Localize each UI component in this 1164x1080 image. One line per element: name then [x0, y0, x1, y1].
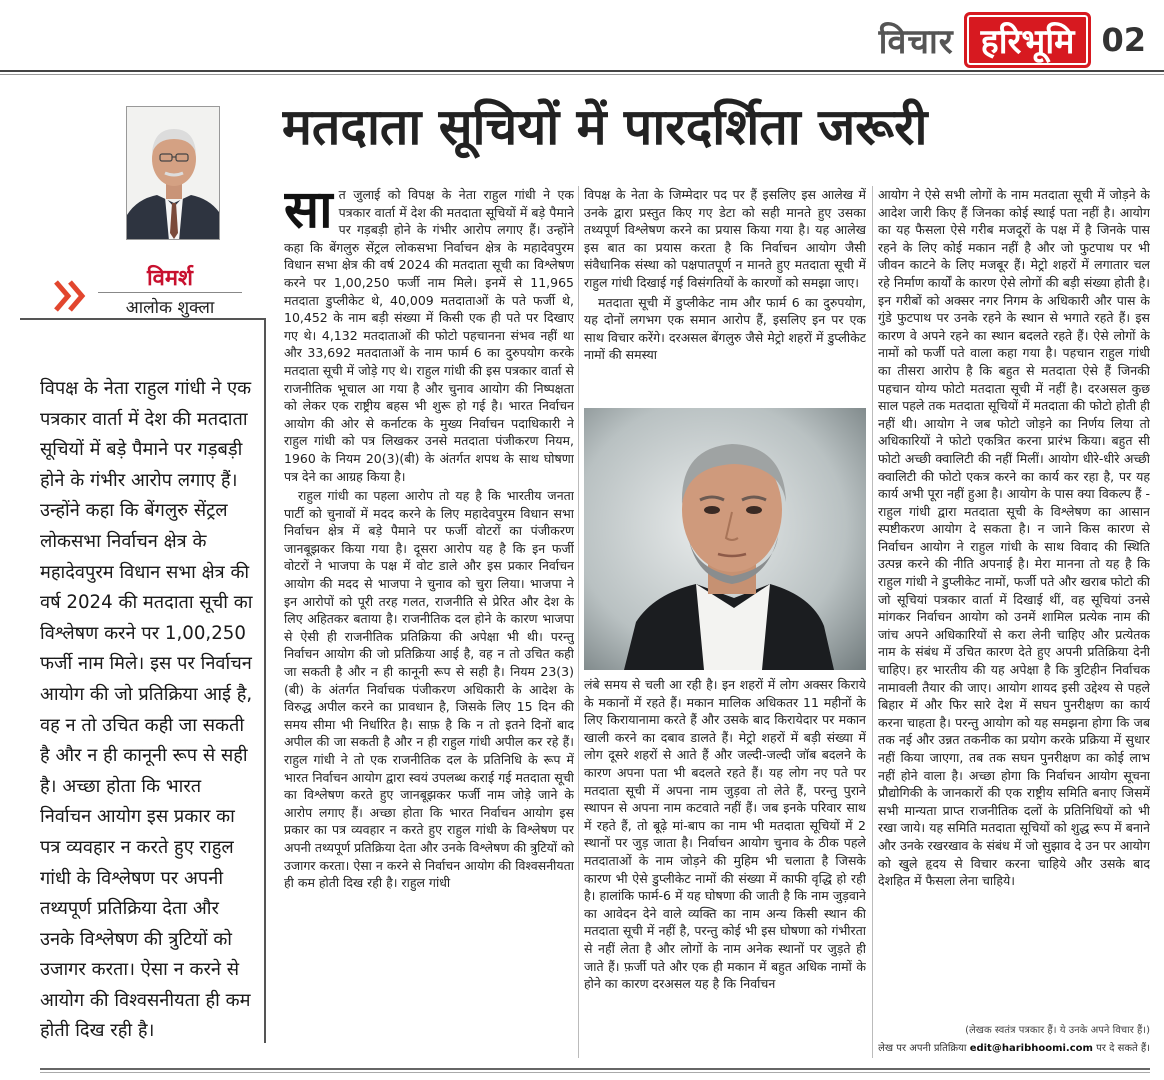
double-chevron-right-icon	[52, 278, 92, 314]
article-column-2-bottom	[584, 676, 866, 1058]
sidebar-top-rule	[20, 318, 266, 320]
column-label-rule	[98, 292, 242, 293]
dropcap: सा	[284, 186, 333, 240]
column-rule	[578, 186, 579, 1058]
author-disclaimer: (लेखक स्वतंत्र पत्रकार हैं। ये उनके अपने विचार हैं।)	[965, 1025, 1150, 1036]
top-rule-thin	[0, 74, 1164, 75]
article-paragraph: राहुल गांधी का पहला आरोप तो यह है कि भारतीय जनता पार्टी को चुनावों में मदद करने के लिए महादेवपुरम विधान सभा निर्वाचन क्षेत्र में बड़े पैमाने पर फर्जी वोटरों का पंजीकरण जानबूझकर किया गया है। दूसरा आरोप यह है कि इन फर्जी वोटरों ने भाजपा के पक्ष में वोट डाले और इस प्रकार निर्वाचन आयोग की मदद से भाजपा ने चुनाव को चुरा लिया। भाजपा ने इन आरोपों को पूरी तरह गलत, राजनीति से प्रेरित और देश के लिए अहितकर बताया है। राजनीतिक दल होने के कारण भाजपा से ऐसी ही राजनीतिक प्रतिक्रिया की अपेक्षा भी थी। परन्तु निर्वाचन आयोग की जो प्रतिक्रिया आई है, वह न तो उचित कही जा सकती है और न ही कानूनी रूप से सही है। नियम 23(3)(बी) के अंतर्गत निर्वाचक पंजीकरण अधिकारी के आदेश के विरुद्ध अपील करने का प्रावधान है, जिसके लिए 15 दिन की समय सीमा भी निर्धारित है। साफ़ है कि न तो इतने दिनों बाद अपील की जा सकती है और न ही राहुल गांधी अपील कर रहे हैं। राहुल गांधी ने तो एक राजनीतिक दल के प्रतिनिधि के रूप में भारत निर्वाचन आयोग द्वारा स्वयं उपलब्ध कराई गई मतदाता सूची का विश्लेषण करते हुए जानबूझकर फर्जी नाम जोड़े जाने के आरोप लगाए हैं। अच्छा होता कि भारत निर्वाचन आयोग इस प्रकार का पत्र व्यवहार न करते हुए राहुल गांधी के विश्लेषण पर अपनी तथ्यपूर्ण प्रतिक्रिया देता और उनके विश्लेषण की त्रुटियों को उजागर करता। ऐसा न करने से निर्वाचन आयोग की विश्वसनीयता ही कम होती दिख रही है। राहुल गांधी	[284, 488, 574, 891]
masthead	[879, 14, 1146, 66]
article-paragraph: मतदाता सूची में डुप्लीकेट नाम और फार्म 6 का दुरुपयोग, यह दोनों लगभग एक समान आरोप हैं, इसलिए इन पर एक साथ विचार करेंगे। दरअसल बेंगलुरु जैसे मेट्रो शहरों में डुप्लीकेट नामों की समस्या	[584, 294, 866, 363]
feedback-suffix: पर दे सकते हैं।	[1096, 1043, 1150, 1054]
article-paragraph: सात जुलाई को विपक्ष के नेता राहुल गांधी ने एक पत्रकार वार्ता में देश की मतदाता सूचियों में बड़े पैमाने पर गड़बड़ी होने के गंभीर आरोप लगाए हैं। उन्होंने कहा कि बेंगलुरु सेंट्रल लोकसभा निर्वाचन क्षेत्र के महादेवपुरम विधान सभा क्षेत्र की वर्ष 2024 की मतदाता सूची का विश्लेषण करने पर 1,00,250 फर्जी नाम मिले। इनमें से 11,965 मतदाता डुप्लीकेट थे, 40,009 मतदाताओं के पते फर्जी थे, 10,452 के नाम बड़ी संख्या में किसी एक ही पते पर दिखाए गए थे। 4,132 मतदाताओं की फोटो पहचानना संभव नहीं था और 33,692 मतदाताओं के नाम फार्म 6 का दुरुपयोग करके मतदाता सूची में जोड़े गए थे। राहुल गांधी की इस पत्रकार वार्ता से राजनीतिक भूचाल आ गया है और चुनाव आयोग की निष्पक्षता को लेकर एक राष्ट्रीय बहस भी शुरू हो गई है। भारत निर्वाचन आयोग की ओर से कर्नाटक के मुख्य निर्वाचन पदाधिकारी ने राहुल गांधी को पत्र लिखकर उनसे मतदाता पंजीकरण नियम, 1960 के नियम 20(3)(बी) के अंतर्गत शपथ के साथ घोषणा पत्र देने का आग्रह किया है।	[284, 186, 574, 484]
bottom-rule-thin	[40, 1072, 1150, 1073]
bottom-rule	[40, 1068, 1150, 1070]
top-rule	[0, 70, 1164, 72]
page-number: 02	[1101, 21, 1146, 59]
feedback-prefix: लेख पर अपनी प्रतिक्रिया	[878, 1043, 967, 1054]
headline: मतदाता सूचियों में पारदर्शिता जरूरी	[282, 98, 928, 156]
article-paragraph: आयोग ने ऐसे सभी लोगों के नाम मतदाता सूची में जोड़ने के आदेश जारी किए हैं जिनका कोई स्थाई पता नहीं है। आयोग का यह फैसला ऐसे गरीब मजदूरों के पक्ष में है जिनके पास रहने के लिए कोई मकान नहीं है और जो फुटपाथ पर भी जीवन काटने के लिए मजबूर हैं। मेट्रो शहरों में लगातार चल रहे निर्माण कार्यों के कारण ऐसे लोगों की बड़ी संख्या होती है। इन गरीबों को अक्सर नगर निगम के अधिकारी और पास के गुंडे फुटपाथ पर उनके रहने के स्थान से भगाते रहते हैं। इस कारण वे अपने रहने का स्थान बदलते रहते हैं। ऐसे लोगों के नामों को फर्जी पते वाला कहा गया है। पहचान राहुल गांधी का तीसरा आरोप है कि बहुत से मतदाता ऐसे हैं जिनकी पहचान योग्य फोटो मतदाता सूची में नहीं है। दरअसल कुछ साल पहले तक मतदाता सूचियों में मतदाता की फोटो होती ही नहीं थी। आयोग ने जब फोटो जोड़ने का निर्णय लिया तो अधिकारियों ने फोटो एकत्रित करना प्रारंभ किया। बहुत सी फोटो अच्छी क्वालिटी की नहीं मिलीं। आयोग धीरे-धीरे अच्छी क्वालिटी की फोटो एकत्र करने का कार्य कर रहा है, पर यह कार्य अभी पूरा नहीं हुआ है। आयोग के पास क्या विकल्प हैं - राहुल गांधी द्वारा मतदाता सूची के विश्लेषण का आसान स्पष्टीकरण आयोग दे सकता है। न जाने किस कारण से निर्वाचन आयोग ने राहुल गांधी के साथ विवाद की स्थिति उत्पन्न करने की नीति अपनाई है। मेरा मानना तो यह है कि राहुल गांधी ने डुप्लीकेट नामों, फर्जी पते और खराब फोटो की जो सूचियां पत्रकार वार्ता में दिखाई थीं, वह सूचियां उनसे मांगकर निर्वाचन आयोग को उनमें शामिल प्रत्येक नाम की जांच अपने अधिकारियों से करा लेनी चाहिए और प्रत्येतक नाम के संबंध में उचित कारण देते हुए अपनी प्रतिक्रिया देनी चाहिए। हर भारतीय की यह अपेक्षा है कि त्रुटिहीन निर्वाचक नामावली तैयार की जाए। आयोग शायद इसी उद्देश्य से पहले बिहार में और फिर सारे देश में सघन पुनरीक्षण का कार्य करना चाहता है। परन्तु आयोग को यह समझना होगा कि जब तक नई और उन्नत तकनीक का प्रयोग करके प्रक्रिया में सुधार नहीं किया जाएगा, तब तक सघन पुनरीक्षण का कोई लाभ नहीं होने वाला है। अच्छा होगा कि निर्वाचन आयोग सूचना प्रौद्योगिकी के जानकारों की एक राष्ट्रीय समिति बनाए जिसमें सभी मान्यता प्राप्त राजनीतिक दलों के प्रतिनिधियों को भी रखा जाये। यह समिति मतदाता सूचियों को शुद्ध रूप में बनाने और उनके रखरखाव के संबंध में जो सुझाव दे उन पर आयोग को खुले हृदय से विचार करना चाहिये और उसके बाद देशहित में फैसला लेना चाहिये।	[878, 187, 1150, 889]
article-column-3	[878, 186, 1150, 1018]
feedback-email[interactable]: edit@haribhoomi.com	[969, 1043, 1093, 1054]
column-label: विमर्श	[146, 266, 194, 291]
man-portrait-icon	[126, 106, 220, 240]
author-name: आलोक शुक्ला	[125, 298, 215, 318]
feedback-line	[878, 1040, 1150, 1054]
summary-text: विपक्ष के नेता राहुल गांधी ने एक पत्रकार वार्ता में देश की मतदाता सूचियों में बड़े पैमाने पर गड़बड़ी होने के गंभीर आरोप लगाए हैं। उन्होंने कहा कि बेंगलुरु सेंट्रल लोकसभा निर्वाचन क्षेत्र के महादेवपुरम विधान सभा क्षेत्र की वर्ष 2024 की मतदाता सूची का विश्लेषण करने पर 1,00,250 फर्जी नाम मिले। इस पर निर्वाचन आयोग की जो प्रतिक्रिया आई है, वह न तो उचित कही जा सकती है और न ही कानूनी रूप से सही है। अच्छा होता कि भारत निर्वाचन आयोग इस प्रकार का पत्र व्यवहार न करते हुए राहुल गांधी के विश्लेषण पर अपनी तथ्यपूर्ण प्रतिक्रिया देता और उनके विश्लेषण की त्रुटियों को उजागर करता। ऐसा न करने से आयोग की विश्वसनीयता ही कम होती दिख रही है।	[40, 378, 253, 1042]
newspaper-logo: हरिभूमि	[964, 12, 1092, 68]
article-column-1	[284, 186, 574, 1058]
article-column-2-top	[584, 186, 866, 400]
sidebar-side-rule	[264, 318, 266, 1043]
politician-portrait-icon	[584, 408, 866, 670]
column-rule	[872, 186, 873, 1058]
article-paragraph: लंबे समय से चली आ रही है। इन शहरों में लोग अक्सर किराये के मकानों में रहते हैं। मकान मालिक अधिकतर 11 महीनों के लिए किरायानामा करते हैं और उसके बाद किरायेदार पर मकान खाली करने का दबाव डालते हैं। मेट्रो शहरों में बड़ी संख्या में लोग दूसरे शहरों से आते हैं और जल्दी-जल्दी जॉब बदलने के कारण अपना पता भी बदलते रहते हैं। यह लोग नए पते पर मतदाता सूची में अपना नाम जुड़वा तो लेते हैं, परन्तु पुराने स्थापन से अपना नाम कटवाते नहीं हैं। जब इनके परिवार साथ में रहते हैं, तो बूढ़े मां-बाप का नाम भी मतदाता सूचियों में 2 स्थानों पर जुड़ जाता है। निर्वाचन आयोग चुनाव के ठीक पहले मतदाताओं के नाम जोड़ने की मुहिम भी चलाता है जिसके कारण भी ऐसे डुप्लीकेट नामों की संख्या में काफी वृद्धि हो रही है। हालांकि फार्म-6 में यह घोषणा की जाती है कि नाम जुड़वाने का आवेदन देने वाले व्यक्ति का नाम अन्य किसी स्थान की मतदाता सूची में नहीं है, परन्तु कोई भी इस घोषणा को गंभीरता से नहीं लेता है और लोगों के नाम अनेक स्थानों पर जुड़ते ही जाते हैं। फ़र्जी पते और एक ही मकान में बहुत अधिक नामों के होने का कारण दरअसल यह है कि निर्वाचन	[584, 677, 866, 992]
section-label: विचार	[878, 22, 954, 62]
article-paragraph: विपक्ष के नेता के जिम्मेदार पद पर हैं इसलिए इस आलेख में उनके द्वारा प्रस्तुत किए गए डेटा को सही मानते हुए उसका तथ्यपूर्ण विश्लेषण करने का प्रयास किया गया है। यह आलेख इस बात का प्रयास करता है कि निर्वाचन आयोग जैसी संवैधानिक संस्था को पक्षपातपूर्ण न मानते हुए मतदाता सूची में राहुल गांधी दिखाई गई विसंगतियों के कारणों को समझा जाए।	[584, 187, 866, 290]
